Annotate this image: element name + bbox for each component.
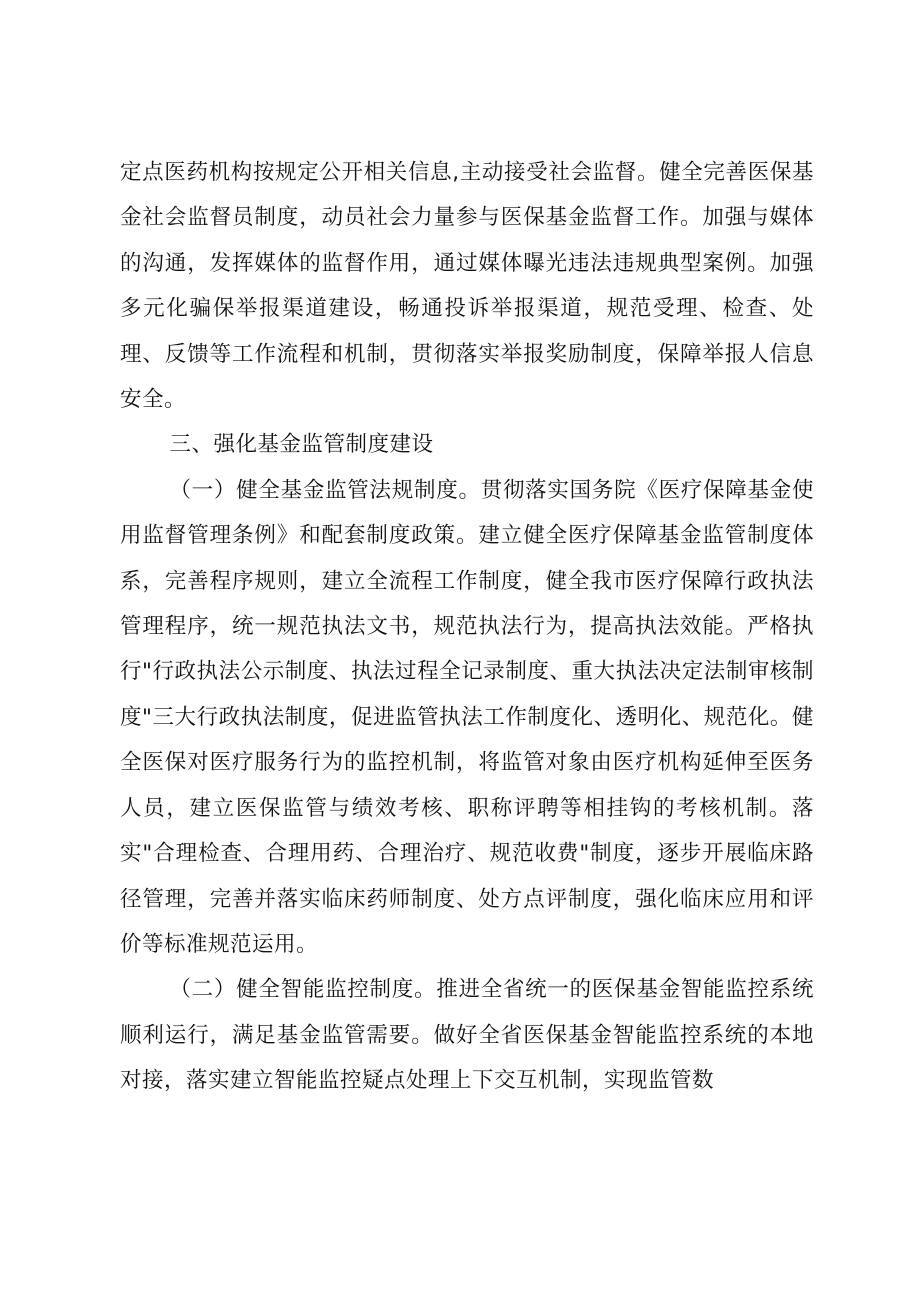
paragraph-smart-monitoring: （二）健全智能监控制度。推进全省统一的医保基金智能监控系统顺利运行，满足基金监管需要。做好全省医保基金智能监控系统的本地对接，落实建立智能监控疑点处理上下交互机制，实现监管数 — [120, 977, 814, 1094]
paragraph-regulations: （一）健全基金监管法规制度。贯彻落实国务院《医疗保障基金使用监督管理条例》和配套制度政策。建立健全医疗保障基金监管制度体系，完善程序规则，建立全流程工作制度，健全我市医疗保障行政执法管理程序，统一规范执法文书，规范执法行为，提高执法效能。严格执行"行政执法公示制度、执法过程全记录制度、重大执法决定法制审核制度"三大行政执法制度，促进监管执法工作制度化、透明化、规范化。健全医保对医疗服务行为的监控机制，将监管对象由医疗机构延伸至医务人员，建立医保监管与绩效考核、职称评聘等相挂钩的考核机制。落实"合理检查、合理用药、合理治疗、规范收费"制度，逐步开展临床路径管理，完善并落实临床药师制度、处方点评制度，强化临床应用和评价等标准规范运用。 — [120, 477, 814, 957]
section-heading-3: 三、强化基金监管制度建设 — [169, 432, 434, 458]
document-body — [120, 150, 814, 1104]
paragraph-social-supervision: 定点医药机构按规定公开相关信息,主动接受社会监督。健全完善医保基金社会监督员制度，动员社会力量参与医保基金监督工作。加强与媒体的沟通，发挥媒体的监督作用，通过媒体曝光违法违规典型案例。加强多元化骗保举报渠道建设，畅通投诉举报渠道，规范受理、检查、处理、反馈等工作流程和机制，贯彻落实举报奖励制度，保障举报人信息安全。 — [120, 160, 814, 413]
